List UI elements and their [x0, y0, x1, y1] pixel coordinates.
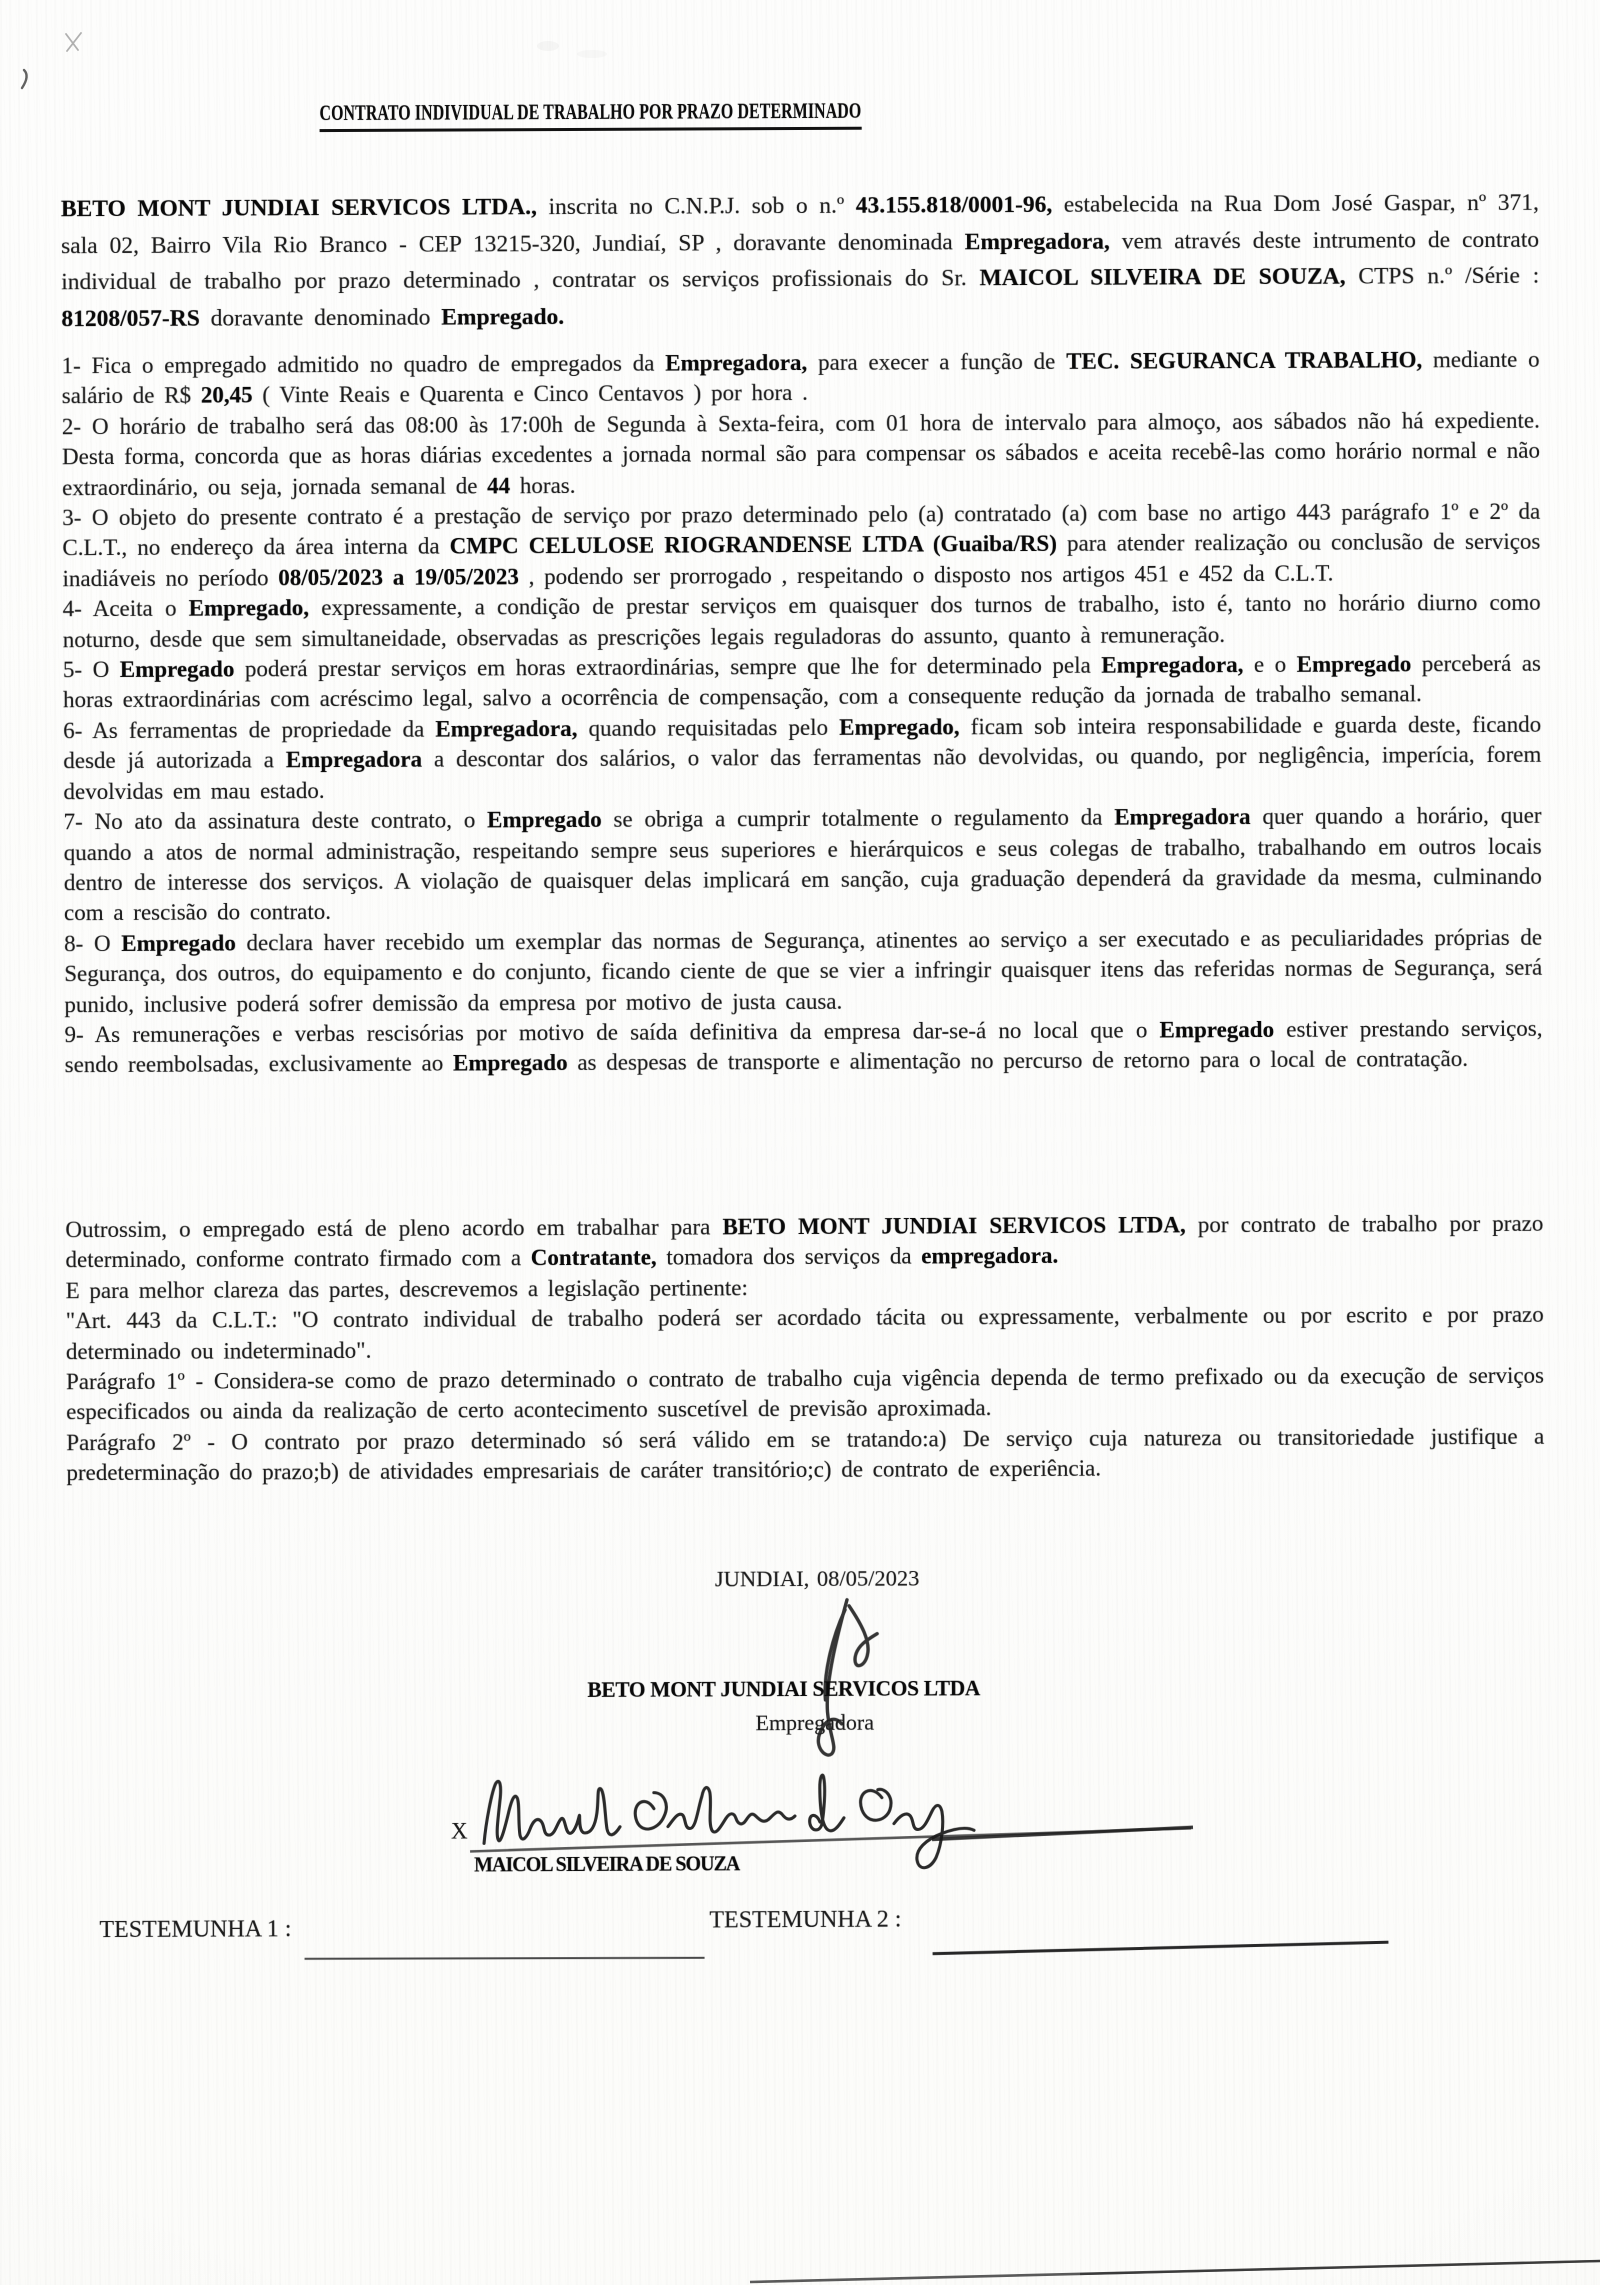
clause-paragraph: 2- O horário de trabalho será das 08:00 às 17:00h de Segunda à Sexta-feira, com 01 hora de intervalo para almoço, aos sábados não há expediente. Desta forma, concorda que as horas diárias excedentes a jornada normal são para compensar os sábados e aceita recebê-las como horário normal e não extraordinário, ou seja, jornada semanal de 44 horas.: [61, 407, 1541, 500]
clause-paragraph: 4- Aceita o Empregado, expressamente, a condição de prestar serviços em quaisquer dos turnos de trabalho, isto é, tanto no horário diurno como noturno, desde que sem simultaneidade, observadas as prescrições legais reguladoras do assunto, quanto à remuneração.: [62, 590, 1541, 652]
clauses-section: [62, 345, 1543, 1081]
sign-here-x-mark: X: [450, 1818, 468, 1844]
company-name: BETO MONT JUNDIAI SERVICOS LTDA: [587, 1675, 981, 1702]
closing-section: [65, 1209, 1544, 1489]
witness2-label: TESTEMUNHA 2 :: [709, 1906, 902, 1934]
closing-paragraph: Parágrafo 1º - Considera-se como de prazo determinado o contrato de trabalho cuja vigência dependa de termo prefixado ou da execução de serviços especificados ou ainda da realização de certo acontecimento suscetível de previsão aproximada.: [65, 1362, 1545, 1425]
clause-paragraph: 9- As remunerações e verbas rescisórias por motivo de saída definitiva da empresa dar-se-á no local que o Empregado estiver prestando serviços, sendo reembolsadas, exclusivamente ao Empregado as despesas de transporte e alimentação no percurso de retorno para o local de contratação.: [64, 1015, 1543, 1078]
clause-paragraph: 6- As ferramentas de propriedade da Empregadora, quando requisitadas pelo Empregado, ficam sob inteira responsabilidade e guarda deste, ficando desde já autorizada a Empregadora a descontar dos salários, o valor das ferramentas não devolvidas, ou quando, por negligência, imperícia, forem devolvidas em mau estado.: [63, 711, 1542, 804]
intro-paragraph: BETO MONT JUNDIAI SERVICOS LTDA., inscrita no C.N.P.J. sob o n.º 43.155.818/0001-96, estabelecida na Rua Dom José Gaspar, nº 371, sala 02, Bairro Vila Rio Branco - CEP 13215-320, Jundiaí, SP , doravante denominada Empregadora, vem através deste intrumento de contrato individual de trabalho por prazo determinado , contratar os serviços profissionais do Sr. MAICOL SILVEIRA DE SOUZA, CTPS n.º /Série : 81208/057-RS doravante denominado Empregado.: [60, 189, 1540, 332]
clause-paragraph: 5- O Empregado poderá prestar serviços em horas extraordinárias, sempre que lhe for determinado pela Empregadora, e o Empregado perceberá as horas extraordinárias com acréscimo legal, salvo a ocorrência de compensação, com a consequente redução da jornada de trabalho semanal.: [62, 650, 1541, 713]
employee-name: MAICOL SILVEIRA DE SOUZA: [474, 1851, 740, 1877]
witness1-label: TESTEMUNHA 1 :: [99, 1916, 292, 1944]
clause-paragraph: 1- Fica o empregado admitido no quadro de empregados da Empregadora, para execer a função de TEC. SEGURANCA TRABALHO, mediante o salário de R$ 20,45 ( Vinte Reais e Quarenta e Cinco Centavos ) por hora .: [61, 346, 1540, 409]
witness2-signature-line: [933, 1941, 1389, 1956]
clause-paragraph: 3- O objeto do presente contrato é a prestação de serviço por prazo determinado pelo (a) contratado (a) com base no artigo 443 parágrafo 1º e 2º da C.L.T., no endereço da área interna da CMPC CELULOSE RIOGRANDENSE LTDA (Guaiba/RS) para atender realização ou conclusão de serviços inadiáveis no período 08/05/2023 a 19/05/2023 , podendo ser prorrogado , respeitando o disposto nos artigos 451 e 452 da C.L.T.: [62, 498, 1541, 592]
scan-edge-line: [0, 2245, 1600, 2285]
clause-paragraph: 8- O Empregado declara haver recebido um exemplar das normas de Segurança, atinentes ao serviço a ser executado e as peculiaridades próprias de Segurança, dos outros, do equipamento e do conjunto, ficando ciente de que se vier a infringir quaisquer itens das referidas normas de Segurança, será punido, inclusive poderá sofrer demissão da empresa por motivo de justa causa.: [64, 924, 1543, 1017]
scan-artifact-comma: [22, 70, 27, 88]
scan-artifact-smudge: [537, 41, 559, 51]
closing-paragraph: Parágrafo 2º - O contrato por prazo determinado só será válido em se tratando:a) De serviço cuja natureza ou transitoriedade justifique a predeterminação do prazo;b) de atividades empresariais de caráter transitório;c) de contrato de experiência.: [66, 1423, 1545, 1486]
document-title: CONTRATO INDIVIDUAL DE TRABALHO POR PRAZO DETERMINADO: [319, 98, 861, 132]
company-role-label: Empregadora: [755, 1709, 875, 1736]
place-and-date: JUNDIAI, 08/05/2023: [714, 1565, 920, 1592]
scan-artifact-smudge: [577, 50, 607, 58]
closing-paragraph: Outrossim, o empregado está de pleno acordo em trabalhar para BETO MONT JUNDIAI SERVICOS LTDA, por contrato de trabalho por prazo determinado, conforme contrato firmado com a Contratante, tomadora dos serviços da empregadora.: [65, 1210, 1544, 1273]
clause-paragraph: 7- No ato da assinatura deste contrato, o Empregado se obriga a cumprir totalmente o regulamento da Empregadora quer quando a horário, quer quando a atos de normal administração, respeitando sempre seus superiores e hierárquicos e seus colegas de trabalho, trabalhando em outros locais dentro de interesse dos serviços. A violação de quaisquer delas implicará em sanção, cuja graduação dependerá da gravidade da mesma, culminando com a rescisão do contrato.: [63, 802, 1542, 926]
scan-artifact-x: [66, 33, 81, 51]
witness1-signature-line: [305, 1957, 705, 1960]
closing-paragraph: "Art. 443 da C.L.T.: "O contrato individual de trabalho poderá ser acordado tácita ou expressamente, verbalmente ou por escrito e por prazo determinado ou indeterminado".: [65, 1301, 1544, 1364]
closing-paragraph: E para melhor clareza das partes, descrevemos a legislação pertinente:: [65, 1275, 748, 1304]
scan-artifact-marks: [0, 0, 700, 100]
